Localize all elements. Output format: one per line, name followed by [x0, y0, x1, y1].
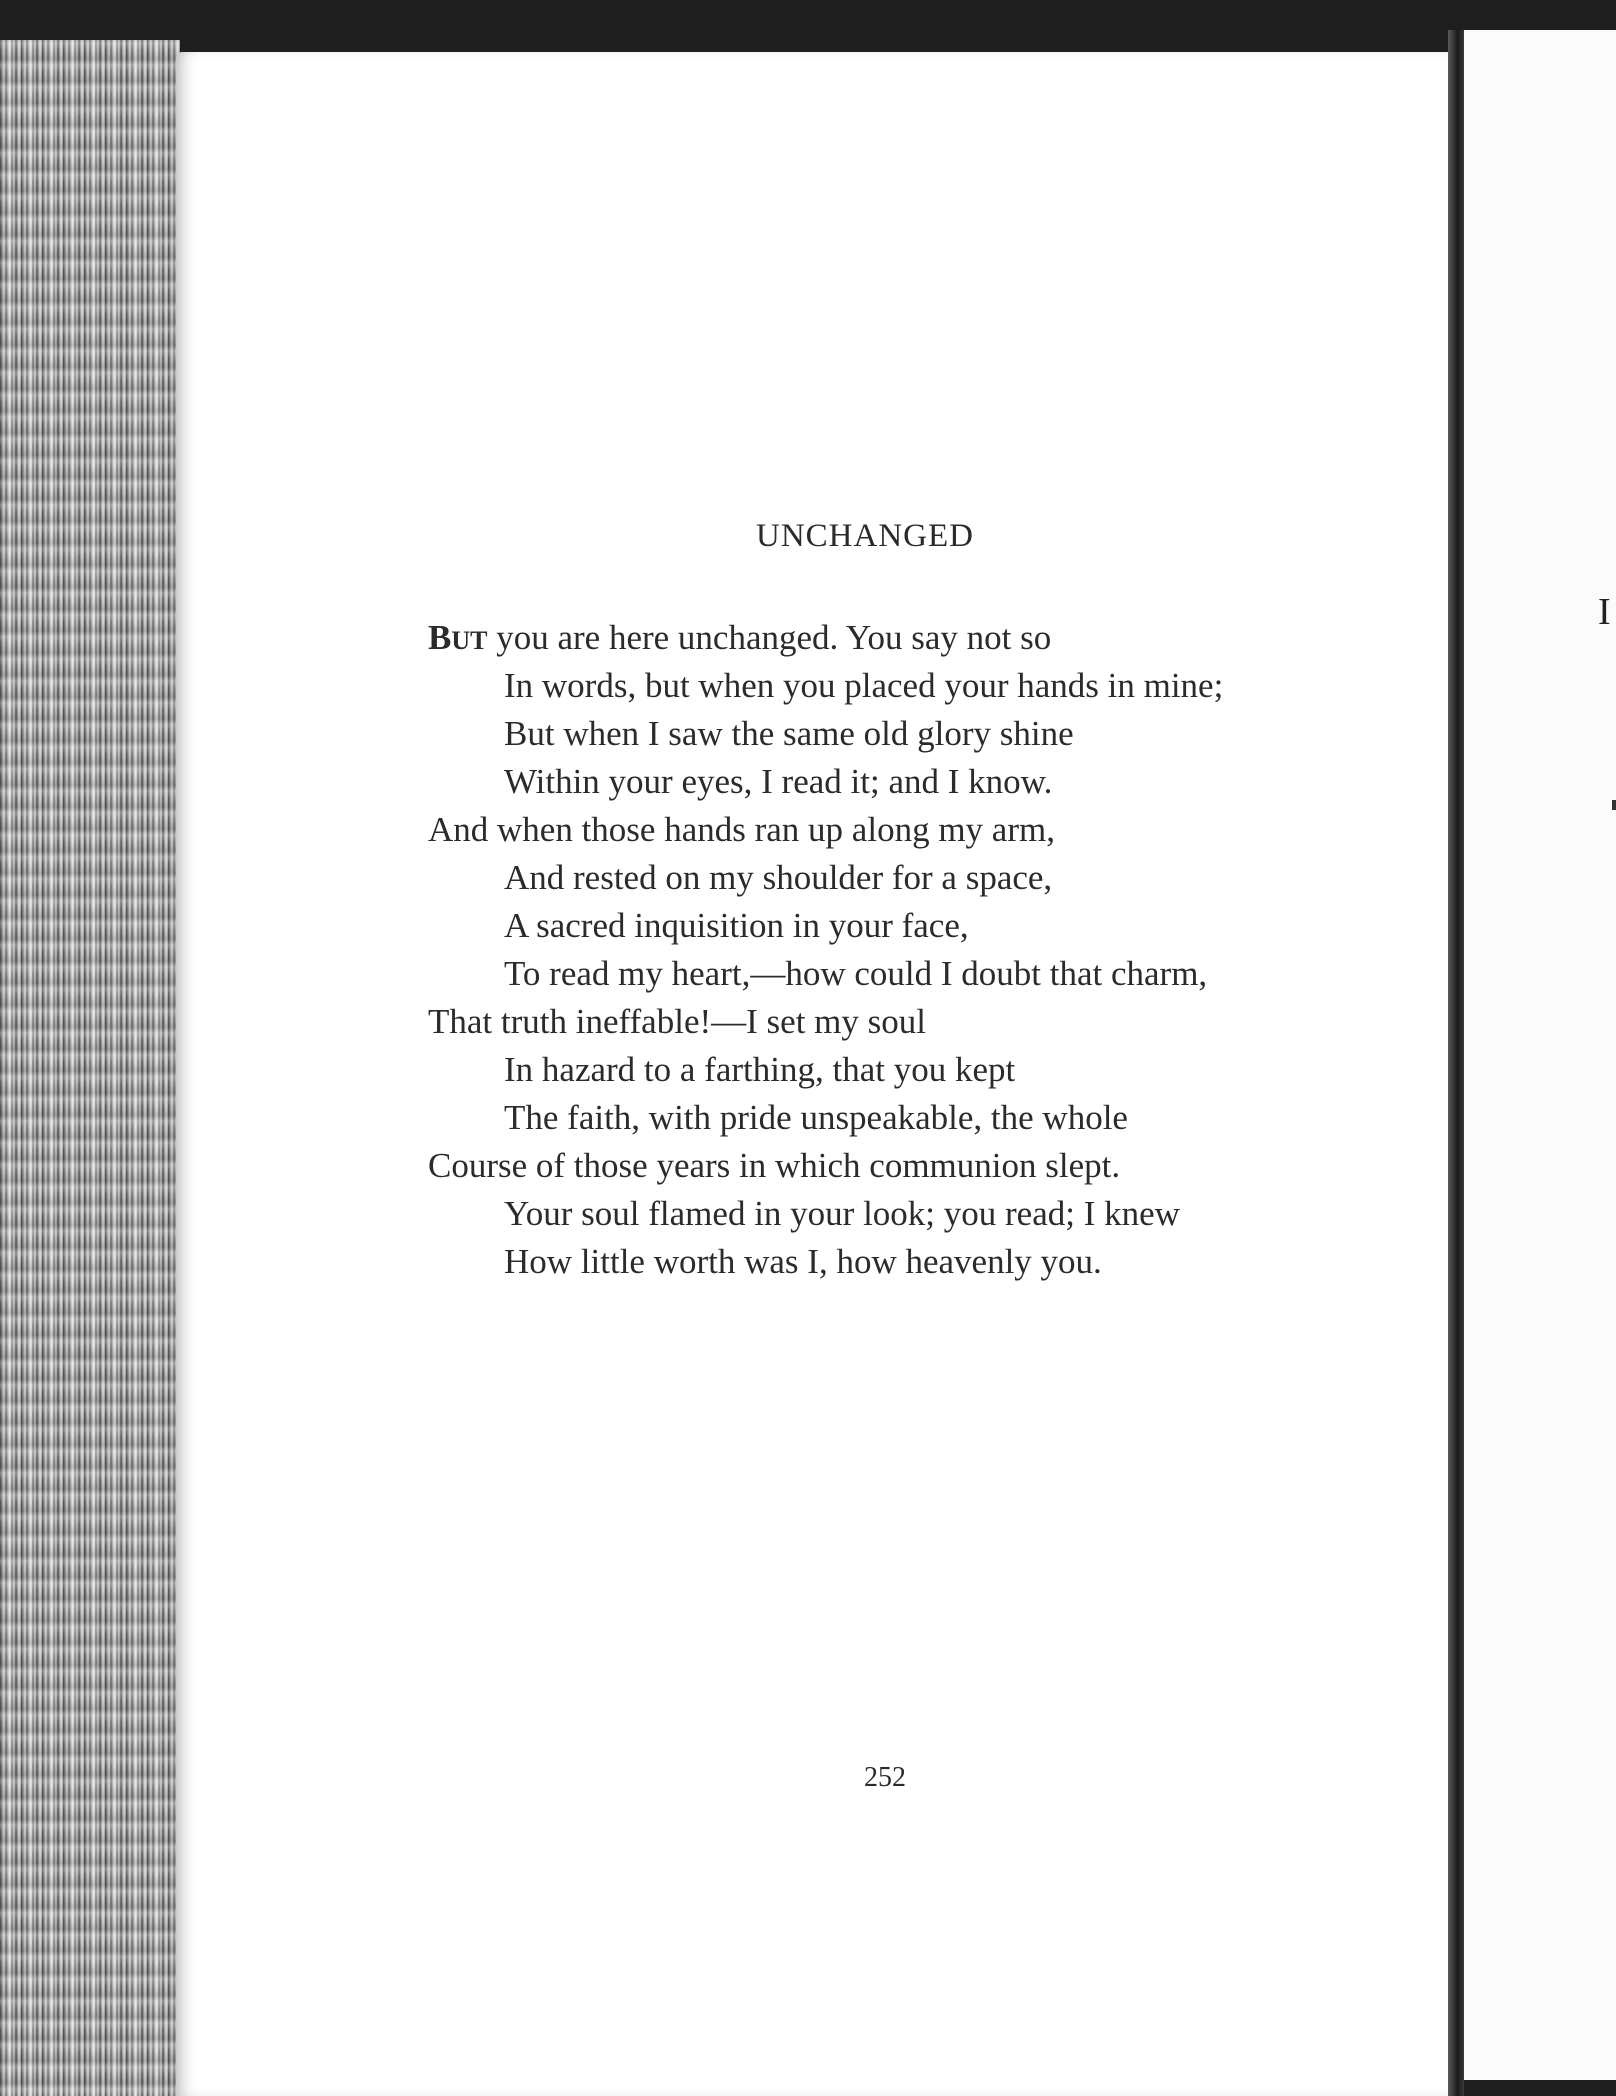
facing-page-glyph: I: [1598, 591, 1611, 633]
poem-line: [428, 854, 1438, 902]
first-word-small-caps: UT: [451, 626, 488, 655]
poem-line-text: In words, but when you placed your hands in mine;: [504, 666, 1224, 705]
poem-line-text: you are here unchanged. You say not so: [487, 618, 1052, 657]
poem-line-text: That truth ineffable!—I set my soul: [428, 1002, 926, 1041]
poem-line-text: And when those hands ran up along my arm,: [428, 810, 1055, 849]
poem-line: [428, 758, 1438, 806]
poem-line-text: A sacred inquisition in your face,: [504, 906, 969, 945]
poem-line-text: The faith, with pride unspeakable, the whole: [504, 1098, 1128, 1137]
poem-line: [428, 1046, 1438, 1094]
poem-line-text: To read my heart,—how could I doubt that charm,: [504, 954, 1208, 993]
poem-line: [428, 950, 1438, 998]
poem-line: [428, 1094, 1438, 1142]
poem-line-text: Within your eyes, I read it; and I know.: [504, 762, 1053, 801]
poem-line-text: But when I saw the same old glory shine: [504, 714, 1074, 753]
poem-line: [428, 1238, 1438, 1286]
poem-line: [428, 1190, 1438, 1238]
poem-line-text: How little worth was I, how heavenly you.: [504, 1242, 1102, 1281]
poem-line: [428, 806, 1438, 854]
poem-line: [428, 662, 1438, 710]
poem-line-text: And rested on my shoulder for a space,: [504, 858, 1053, 897]
first-word-cap: B: [428, 618, 452, 657]
poem-title: UNCHANGED: [756, 518, 974, 554]
page-number: 252: [864, 1762, 906, 1793]
poem-line: [428, 998, 1438, 1046]
poem-line-text: Your soul flamed in your look; you read; I knew: [504, 1194, 1180, 1233]
poem-line-text: Course of those years in which communion slept.: [428, 1146, 1121, 1185]
poem-line: [428, 902, 1438, 950]
poem-line: [428, 614, 1438, 662]
first-word: [428, 618, 487, 657]
poem-line: [428, 1142, 1438, 1190]
poem-line-text: In hazard to a farthing, that you kept: [504, 1050, 1016, 1089]
poem-line: [428, 710, 1438, 758]
facing-page-mark: [1612, 800, 1616, 810]
poem-body: [428, 614, 1438, 1286]
